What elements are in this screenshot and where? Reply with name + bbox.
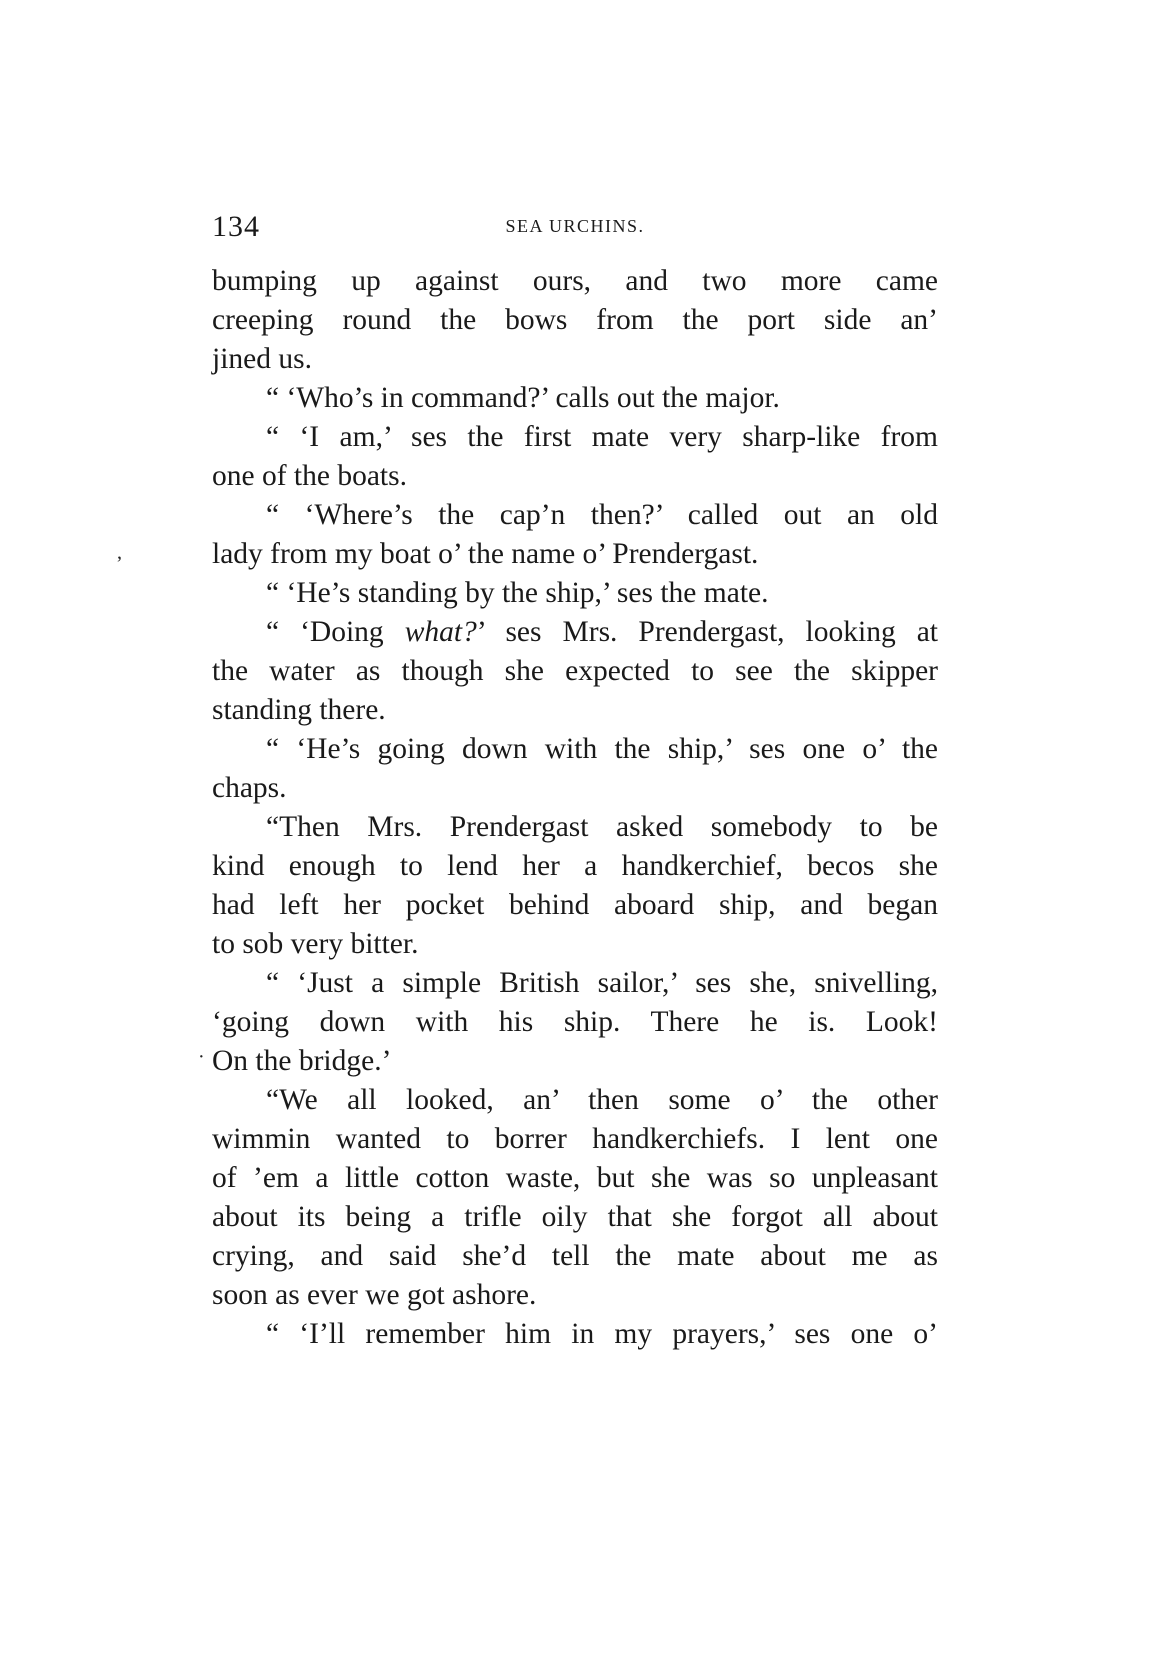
text-line: one of the boats. [212, 460, 407, 492]
text-line: “ ‘He’s going down with the ship,’ ses one o’ the [266, 733, 938, 765]
running-title: SEA URCHINS. [505, 216, 645, 236]
text-line: wimmin wanted to borrer handkerchiefs. I lent one [212, 1123, 938, 1155]
text-line: “ ‘Just a simple British sailor,’ ses she, snivelling, [266, 967, 938, 999]
emphasis: what? [404, 616, 477, 648]
text-line: to sob very bitter. [212, 928, 419, 960]
text-line: crying, and said she’d tell the mate about me as [212, 1240, 938, 1272]
page-number: 134 [212, 210, 260, 243]
stray-mark: · [198, 1046, 205, 1068]
text-line: creeping round the bows from the port side an’ [212, 304, 938, 336]
text-line: ‘going down with his ship. There he is. Look! [212, 1006, 938, 1038]
text-line: chaps. [212, 772, 287, 804]
text-line: of ’em a little cotton waste, but she was so unpleasant [212, 1162, 938, 1194]
page-header [212, 210, 938, 250]
text-line: soon as ever we got ashore. [212, 1279, 537, 1311]
text-line: had left her pocket behind aboard ship, and began [212, 889, 938, 921]
body-text [212, 262, 938, 1354]
text-line: “ ‘I am,’ ses the first mate very sharp-like from [266, 421, 938, 453]
stray-mark: ʼ [116, 553, 123, 575]
text-line: “We all looked, an’ then some o’ the other [266, 1084, 938, 1116]
text-line: “Then Mrs. Prendergast asked somebody to be [266, 811, 938, 843]
text-line: standing there. [212, 694, 386, 726]
text-line: about its being a trifle oily that she forgot all about [212, 1201, 938, 1233]
text-line: jined us. [212, 343, 312, 375]
text-line: lady from my boat o’ the name o’ Prendergast. [212, 538, 759, 570]
text-line: “ ‘He’s standing by the ship,’ ses the mate. [266, 577, 769, 609]
text-line: “ ‘Who’s in command?’ calls out the major. [266, 382, 780, 414]
text-line: “ ‘I’ll remember him in my prayers,’ ses one o’ [266, 1318, 938, 1350]
text-line: On the bridge.’ [212, 1045, 392, 1077]
text-line: bumping up against ours, and two more came [212, 265, 938, 297]
text-line: “ ‘Where’s the cap’n then?’ called out an old [266, 499, 938, 531]
text-line: “ ‘Doing what?’ ses Mrs. Prendergast, looking at [266, 616, 938, 648]
text-line: kind enough to lend her a handkerchief, becos she [212, 850, 938, 882]
text-line: the water as though she expected to see the skipper [212, 655, 938, 687]
